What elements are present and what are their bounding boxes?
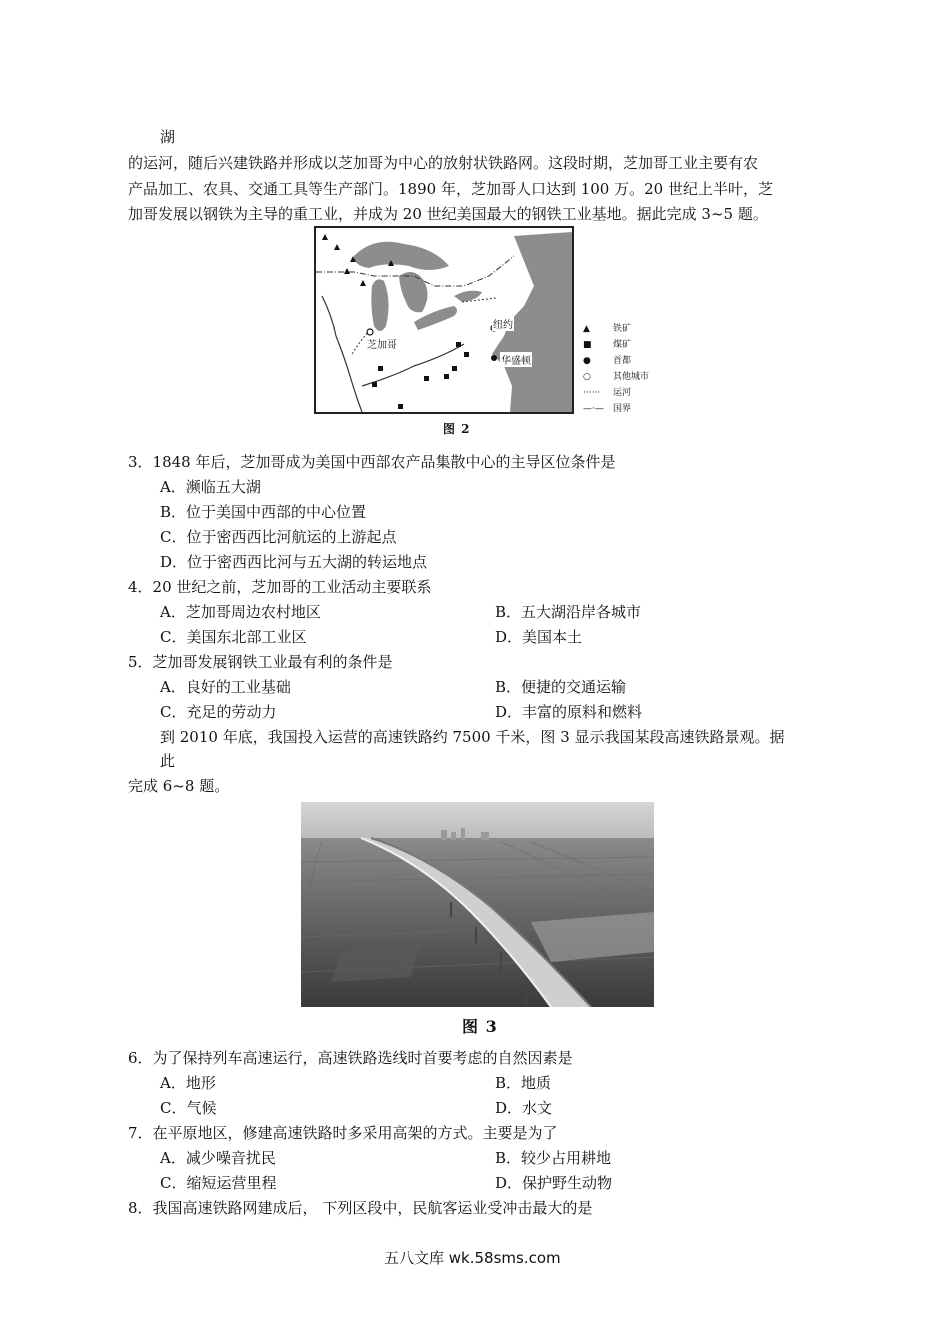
q6-option-a: A．地形 (160, 1074, 216, 1092)
q4-option-c: C．美国东北部工业区 (160, 628, 307, 646)
q7-option-a: A．减少噪音扰民 (160, 1149, 276, 1167)
q4-option-d: D．美国本土 (495, 628, 583, 646)
legend-item: ● 首都 (583, 356, 632, 366)
q7-stem: 7．在平原地区，修建高速铁路时多采用高架的方式。主要是为了 (128, 1124, 558, 1142)
q8-stem: 8．我国高速铁路网建成后， 下列区段中，民航客运业受冲击最大的是 (128, 1199, 593, 1217)
q5-option-b: B．便捷的交通运输 (495, 678, 627, 696)
intro-line-2: 产品加工、农具、交通工具等生产部门。1890 年，芝加哥人口达到 100 万。20 世纪上半叶，芝 (128, 180, 773, 198)
intro2-line-1: 到 2010 年底，我国投入运营的高速铁路约 7500 千米，图 3 显示我国某段高速铁路景观。据 (160, 728, 785, 746)
q4-option-a: A．芝加哥周边农村地区 (160, 603, 321, 621)
q3-stem: 3．1848 年后，芝加哥成为美国中西部农产品集散中心的主导区位条件是 (128, 453, 616, 471)
railway-photo (301, 802, 654, 1007)
q5-option-a: A．良好的工业基础 (160, 678, 291, 696)
legend-item: ■ 煤矿 (583, 340, 632, 350)
q5-stem: 5．芝加哥发展钢铁工业最有利的条件是 (128, 653, 393, 671)
footer-watermark: 五八文库 wk.58sms.com (384, 1249, 561, 1267)
figure-3-photo (301, 802, 654, 1007)
q6-stem: 6．为了保持列车高速运行，高速铁路选线时首要考虑的自然因素是 (128, 1049, 573, 1067)
q6-option-c: C．气候 (160, 1099, 217, 1117)
q5-option-c: C．充足的劳动力 (160, 703, 277, 721)
map-label-washington: 华盛顿 (500, 352, 532, 367)
q4-stem: 4．20 世纪之前，芝加哥的工业活动主要联系 (128, 578, 432, 596)
intro-line-1: 的运河，随后兴建铁路并形成以芝加哥为中心的放射状铁路网。这段时期，芝加哥工业主要有农 (128, 154, 759, 172)
legend-item: ······ 运河 (583, 388, 632, 398)
legend-item: ○ 其他城市 (583, 372, 650, 382)
q5-option-d: D．丰富的原料和燃料 (495, 703, 643, 721)
figure-2-caption: 图 2 (443, 422, 471, 436)
intro2-line-3: 完成 6~8 题。 (128, 777, 230, 795)
map-label-chicago: 芝加哥 (366, 336, 398, 351)
legend-item: ▲ 铁矿 (583, 324, 632, 334)
q3-option-c: C．位于密西西比河航运的上游起点 (160, 528, 397, 546)
q7-option-d: D．保护野生动物 (495, 1174, 613, 1192)
q3-option-b: B．位于美国中西部的中心位置 (160, 503, 367, 521)
q7-option-c: C．缩短运营里程 (160, 1174, 277, 1192)
q3-option-d: D．位于密西西比河与五大湖的转运地点 (160, 553, 428, 571)
q3-option-a: A．濒临五大湖 (160, 478, 261, 496)
figure-3-caption: 图 3 (462, 1017, 498, 1036)
legend-item: —·— 国界 (583, 404, 632, 414)
q6-option-d: D．水文 (495, 1099, 553, 1117)
intro2-line-2: 此 (160, 752, 176, 770)
q4-option-b: B．五大湖沿岸各城市 (495, 603, 642, 621)
intro-line-0: 湖 (160, 128, 176, 146)
q7-option-b: B．较少占用耕地 (495, 1149, 612, 1167)
map-label-newyork: 纽约 (492, 316, 514, 331)
q6-option-b: B．地质 (495, 1074, 552, 1092)
figure-2-map (314, 226, 574, 414)
intro-line-3: 加哥发展以钢铁为主导的重工业，并成为 20 世纪美国最大的钢铁工业基地。据此完成 3~5 题。 (128, 205, 768, 223)
map-graphic (314, 226, 574, 414)
